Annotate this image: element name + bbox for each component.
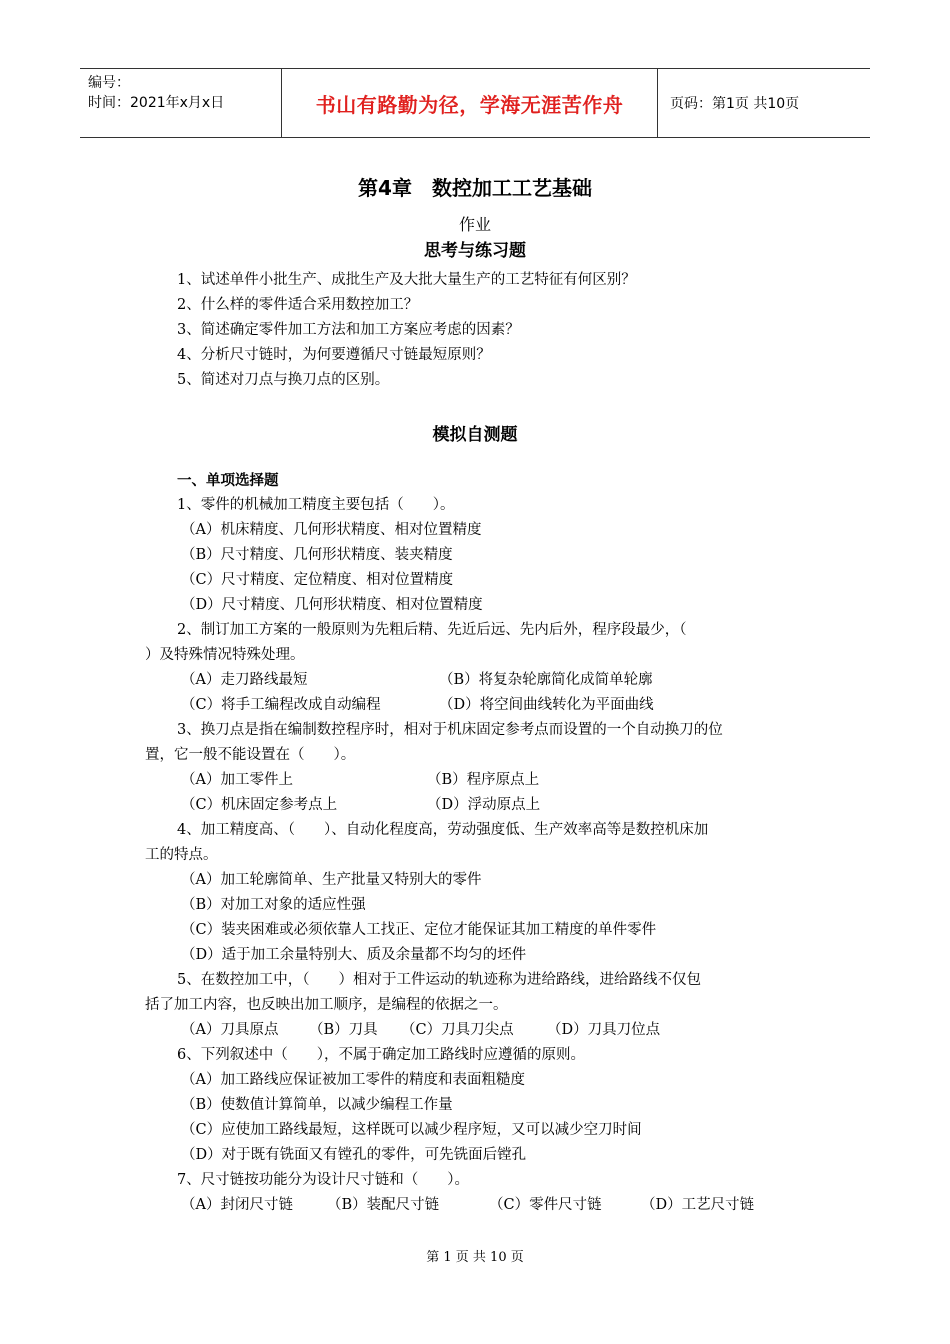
question-list [145,468,810,1218]
question-4-option-a: （A）加工轮廓简单、生产批量又特别大的零件 [181,872,482,888]
question-6-option-d: （D）对于既有铣面又有镗孔的零件，可先铣面后镗孔 [181,1147,527,1163]
question-6-option-a: （A）加工路线应保证被加工零件的精度和表面粗糙度 [181,1072,525,1088]
question-7-option-b: （B）装配尺寸链 [327,1197,440,1213]
question-3-stem-cont: 置，它一般不能设置在（ ）。 [145,747,356,763]
question-2-option-d: （D）将空间曲线转化为平面曲线 [439,697,654,713]
question-2-option-b: （B）将复杂轮廓简化成简单轮廓 [439,672,653,688]
question-3-option-b: （B）程序原点上 [427,772,540,788]
question-3-stem: 3、换刀点是指在编制数控程序时，相对于机床固定参考点而设置的一个自动换刀的位 [177,722,723,738]
question-2-stem-cont: ）及特殊情况特殊处理。 [145,647,305,663]
question-1-option-d: （D）尺寸精度、几何形状精度、相对位置精度 [181,597,483,613]
number-label: 编号： [88,75,130,91]
question-1-option-b: （B）尺寸精度、几何形状精度、装夹精度 [181,547,453,563]
exercise-item: 4、分析尺寸链时，为何要遵循尺寸链最短原则？ [177,347,491,363]
question-2-option-a: （A）走刀路线最短 [181,672,308,688]
exercise-item: 5、简述对刀点与换刀点的区别。 [177,372,390,388]
question-4-stem-cont: 工的特点。 [145,847,218,863]
question-7-stem: 7、尺寸链按功能分为设计尺寸链和（ ）。 [177,1172,469,1188]
question-7-option-d: （D）工艺尺寸链 [641,1197,755,1213]
question-5-option-a: （A）刀具原点 [181,1022,279,1038]
question-3-option-a: （A）加工零件上 [181,772,293,788]
question-3-option-c: （C）机床固定参考点上 [181,797,338,813]
question-4-stem: 4、加工精度高、（ ）、自动化程度高，劳动强度低、生产效率高等是数控机床加 [177,822,709,838]
part-title: 一、单项选择题 [177,472,279,489]
question-5-option-b: （B）刀具 [309,1022,378,1038]
question-4-option-d: （D）适于加工余量特别大、质及余量都不均匀的坯件 [181,947,527,963]
question-7-option-a: （A）封闭尺寸链 [181,1197,293,1213]
question-5-options [145,1018,810,1043]
exercise-item: 1、试述单件小批生产、成批生产及大批大量生产的工艺特征有何区别？ [177,272,636,288]
question-5-option-d: （D）刀具刀位点 [547,1022,661,1038]
question-3-options-row1 [145,768,810,793]
question-3-option-d: （D）浮动原点上 [427,797,541,813]
header-motto-cell [282,69,658,137]
exercise-heading: 思考与练习题 [424,241,526,261]
question-1-option-a: （A）机床精度、几何形状精度、相对位置精度 [181,522,482,538]
question-2-stem: 2、制订加工方案的一般原则为先粗后精、先近后远、先内后外，程序段最少，（ [177,622,687,638]
question-2-options-row1 [145,668,810,693]
exercise-list [145,268,810,393]
question-5-stem-cont: 括了加工内容，也反映出加工顺序，是编程的依据之一。 [145,997,508,1013]
page-header [80,68,870,138]
page-footer: 第 1 页 共 10 页 [426,1250,524,1265]
question-2-option-c: （C）将手工编程改成自动编程 [181,697,381,713]
header-page-cell [658,69,870,137]
question-1-stem: 1、零件的机械加工精度主要包括（ ）。 [177,497,455,513]
header-left-cell [80,69,282,137]
question-7-option-c: （C）零件尺寸链 [489,1197,602,1213]
question-3-options-row2 [145,793,810,818]
question-1-option-c: （C）尺寸精度、定位精度、相对位置精度 [181,572,454,588]
homework-heading: 作业 [458,215,491,234]
motto-text: 书山有路勤为径，学海无涯苦作舟 [315,92,624,117]
question-6-option-c: （C）应使加工路线最短，这样既可以减少程序短，又可以减少空刀时间 [181,1122,642,1138]
question-5-option-c: （C）刀具刀尖点 [401,1022,514,1038]
date-label: 时间：2021年x月x日 [88,95,225,111]
exercise-item: 2、什么样的零件适合采用数控加工？ [177,297,419,313]
exercise-item: 3、简述确定零件加工方法和加工方案应考虑的因素？ [177,322,520,338]
question-7-options [145,1193,810,1218]
question-4-option-b: （B）对加工对象的适应性强 [181,897,366,913]
page-info: 页码：第1页 共10页 [670,96,800,112]
question-6-option-b: （B）使数值计算简单，以减少编程工作量 [181,1097,453,1113]
question-6-stem: 6、下列叙述中（ ），不属于确定加工路线时应遵循的原则。 [177,1047,585,1063]
chapter-title: 第4章 数控加工工艺基础 [358,176,592,200]
question-5-stem: 5、在数控加工中，（ ）相对于工件运动的轨迹称为进给路线，进给路线不仅包 [177,972,701,988]
question-4-option-c: （C）装夹困难或必须依靠人工找正、定位才能保证其加工精度的单件零件 [181,922,657,938]
question-2-options-row2 [145,693,810,718]
self-test-heading: 模拟自测题 [432,425,518,445]
